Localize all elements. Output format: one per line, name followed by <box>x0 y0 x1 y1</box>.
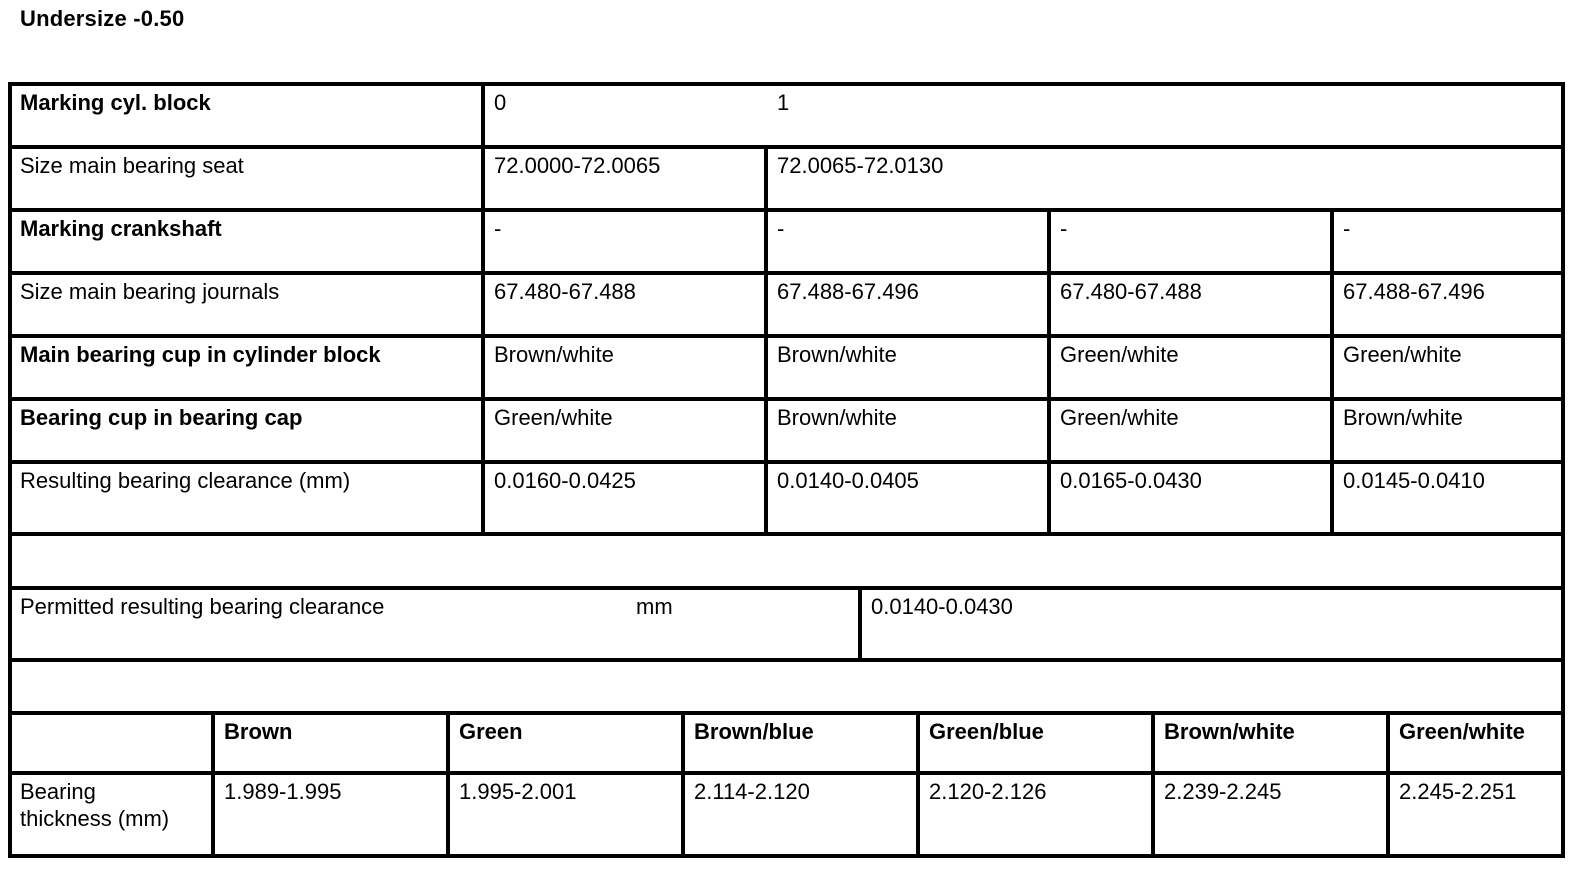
table-cell: 1.995-2.001 <box>459 779 577 804</box>
column-divider <box>858 590 862 658</box>
table-cell: Brown/white <box>777 342 897 367</box>
table-cell: 0.0160-0.0425 <box>494 468 636 493</box>
column-divider <box>1151 715 1155 854</box>
row-label <box>14 775 210 854</box>
unit-label: mm <box>636 594 673 619</box>
row-label-line: Bearing <box>20 779 96 804</box>
table-cell: 2.114-2.120 <box>694 779 810 804</box>
column-header: Green <box>459 719 523 744</box>
table-row-marking-cyl-block <box>12 86 1563 144</box>
table-cell: 67.480-67.488 <box>494 279 636 304</box>
table-cell: Green/white <box>1060 342 1179 367</box>
table-cell: 72.0065-72.0130 <box>777 153 944 178</box>
column-divider <box>481 86 485 532</box>
page-title: Undersize -0.50 <box>20 6 185 31</box>
table-cell: - <box>1060 216 1068 241</box>
table-cell: Green/white <box>1343 342 1462 367</box>
column-divider <box>1047 212 1051 532</box>
table-cell: Green/white <box>494 405 613 430</box>
table-cell: 0.0165-0.0430 <box>1060 468 1202 493</box>
table-cell: - <box>1343 216 1351 241</box>
table-cell-empty <box>14 715 210 771</box>
table-row-size-main-bearing-seat <box>12 149 1563 207</box>
column-divider <box>446 715 450 854</box>
row-label: Marking cyl. block <box>20 90 211 115</box>
table-cell: 1.989-1.995 <box>224 779 342 804</box>
column-header: Green/white <box>1399 719 1525 744</box>
table-cell: 0 <box>494 90 507 115</box>
table-cell: - <box>494 216 502 241</box>
column-header: Brown <box>224 719 293 744</box>
table-row-permitted-clearance <box>12 590 1563 658</box>
table-cell: Green/white <box>1060 405 1179 430</box>
table-cell: - <box>777 216 785 241</box>
table-cell: 72.0000-72.0065 <box>494 153 661 178</box>
column-header: Green/blue <box>929 719 1044 744</box>
column-divider <box>764 149 768 532</box>
table-cell: 67.480-67.488 <box>1060 279 1202 304</box>
table-cell: Brown/white <box>494 342 614 367</box>
table-cell: 0.0140-0.0430 <box>871 594 1013 619</box>
table-cell: 67.488-67.496 <box>1343 279 1485 304</box>
column-divider <box>1330 212 1334 532</box>
table-cell: Brown/white <box>1343 405 1463 430</box>
column-divider <box>211 715 215 854</box>
row-label-line: thickness (mm) <box>20 806 170 831</box>
table-cell: 2.120-2.126 <box>929 779 1047 804</box>
divider <box>12 532 1563 536</box>
table-row-bearing-thickness <box>12 775 1563 854</box>
row-label: Marking crankshaft <box>20 216 222 241</box>
row-label: Permitted resulting bearing clearance <box>20 594 385 619</box>
divider <box>12 658 1563 662</box>
column-divider <box>1386 715 1390 854</box>
row-label: Size main bearing seat <box>20 153 244 178</box>
column-header: Brown/blue <box>694 719 814 744</box>
table-cell: 67.488-67.496 <box>777 279 919 304</box>
table-cell: 0.0145-0.0410 <box>1343 468 1485 493</box>
row-label: Bearing cup in bearing cap <box>20 405 303 430</box>
row-label: Main bearing cup in cylinder block <box>20 342 381 367</box>
table-cell: 0.0140-0.0405 <box>777 468 919 493</box>
table-cell: 2.239-2.245 <box>1164 779 1282 804</box>
table-row-thickness-header <box>12 715 1563 771</box>
row-label: Resulting bearing clearance (mm) <box>20 468 351 493</box>
column-divider <box>916 715 920 854</box>
row-label: Size main bearing journals <box>20 279 280 304</box>
column-header: Brown/white <box>1164 719 1295 744</box>
table-cell: 2.245-2.251 <box>1399 779 1517 804</box>
table-cell: Brown/white <box>777 405 897 430</box>
column-divider <box>681 715 685 854</box>
table-cell: 1 <box>777 90 790 115</box>
